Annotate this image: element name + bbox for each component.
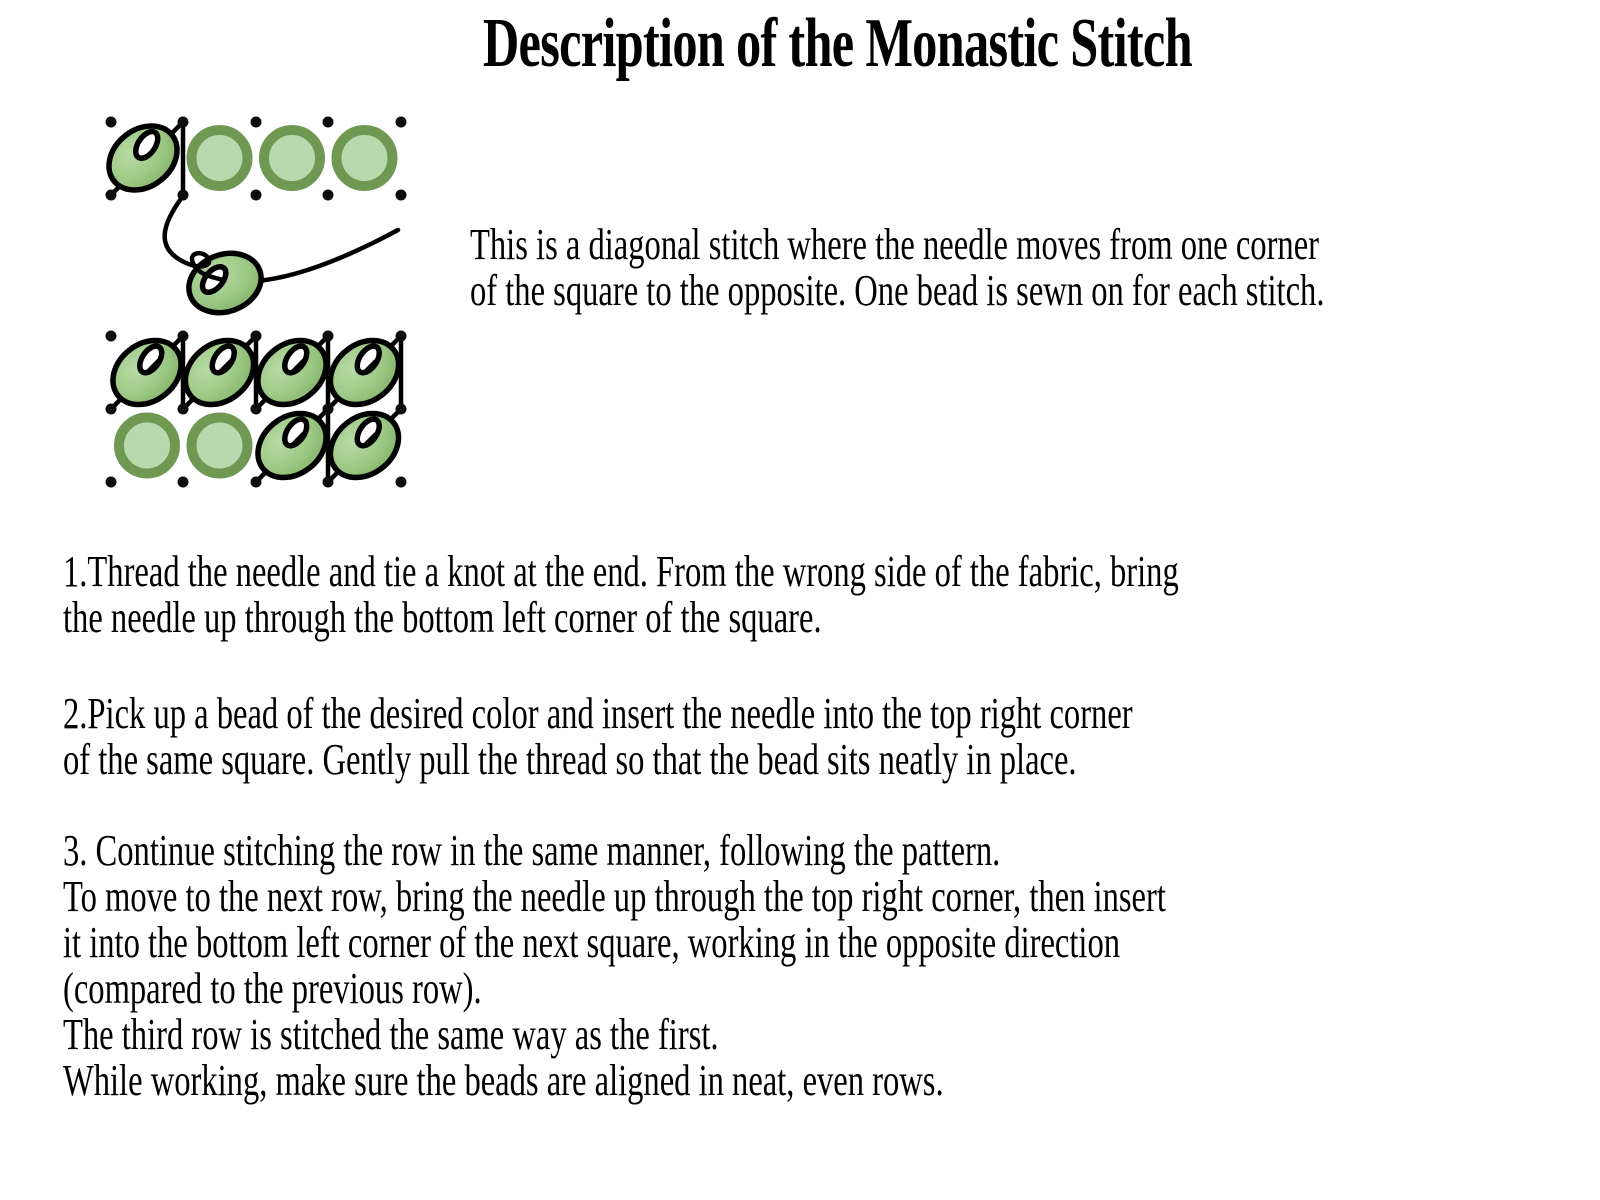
- intro-paragraph: [470, 222, 1324, 314]
- intro-line: This is a diagonal stitch where the needle moves from one corner: [470, 220, 1319, 269]
- grid-dot: [178, 477, 189, 488]
- instruction-line: The third row is stitched the same way as the first.: [63, 1010, 719, 1059]
- instruction-line: (compared to the previous row).: [63, 964, 482, 1013]
- instruction-line: While working, make sure the beads are aligned in neat, even rows.: [63, 1056, 944, 1105]
- grid-dot: [251, 190, 262, 201]
- grid-dot: [106, 331, 117, 342]
- ring-bead: [119, 418, 175, 474]
- grid-dot: [323, 404, 334, 415]
- grid-dot: [106, 117, 117, 128]
- stitch-diagram: [80, 95, 420, 505]
- grid-dot: [178, 331, 189, 342]
- grid-dot: [106, 190, 117, 201]
- ring-bead: [264, 130, 320, 186]
- grid-dot: [106, 404, 117, 415]
- instruction-line: it into the bottom left corner of the next square, working in the opposite direction: [63, 918, 1121, 967]
- grid-dot: [396, 117, 407, 128]
- grid-dot: [106, 477, 117, 488]
- instruction-line: 2.Pick up a bead of the desired color and insert the needle into the top right corner: [63, 689, 1133, 738]
- grid-dot: [396, 331, 407, 342]
- grid-dot: [396, 404, 407, 415]
- thread-loop-curve: [165, 196, 212, 277]
- intro-line: of the square to the opposite. One bead is sewn on for each stitch.: [470, 266, 1325, 315]
- grid-dot: [323, 477, 334, 488]
- beads: [96, 113, 411, 491]
- grid-dot: [178, 190, 189, 201]
- ring-bead: [192, 418, 248, 474]
- grid-dot: [323, 331, 334, 342]
- grid-dot: [396, 477, 407, 488]
- instruction-step-2: [63, 691, 1133, 783]
- grid-dot: [251, 477, 262, 488]
- ring-bead: [337, 130, 393, 186]
- instruction-line: the needle up through the bottom left corner of the square.: [63, 593, 822, 642]
- instruction-line: 3. Continue stitching the row in the same manner, following the pattern.: [63, 826, 1001, 875]
- instruction-line: 1.Thread the needle and tie a knot at the end. From the wrong side of the fabric, bring: [63, 547, 1179, 596]
- grid-dot: [323, 190, 334, 201]
- grid-dot: [178, 404, 189, 415]
- grid-dot: [251, 117, 262, 128]
- instruction-step-3: [63, 828, 1166, 1104]
- page-title: Description of the Monastic Stitch: [482, 5, 1192, 82]
- grid-dot: [251, 331, 262, 342]
- instruction-step-1: [63, 549, 1179, 641]
- page-header: [0, 4, 1600, 84]
- instruction-line: To move to the next row, bring the needle up through the top right corner, then insert: [63, 872, 1166, 921]
- grid-dot: [178, 117, 189, 128]
- grid-dot: [396, 190, 407, 201]
- instruction-line: of the same square. Gently pull the thread so that the bead sits neatly in place.: [63, 735, 1077, 784]
- ring-bead: [192, 130, 248, 186]
- grid-dot: [323, 117, 334, 128]
- grid-dot: [251, 404, 262, 415]
